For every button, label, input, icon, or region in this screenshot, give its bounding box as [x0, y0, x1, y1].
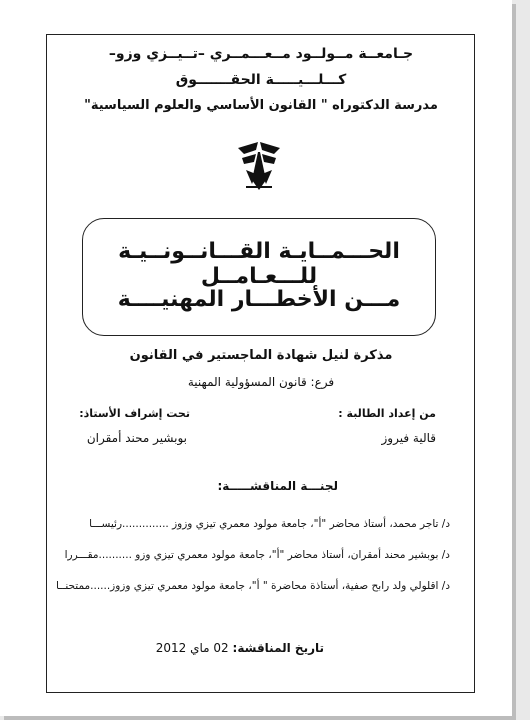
student-label: من إعداد الطالبة : [338, 407, 436, 420]
defense-date [156, 641, 324, 655]
thesis-title-line-2: مـــن الأخطـــار المهنيــــة [117, 287, 401, 312]
supervisor-label: تحت إشراف الأستاذ: [79, 407, 190, 420]
university-name: جـامعــة مــولــود مــعـــمــري –تــيــزي وزو– [108, 46, 414, 62]
university-logo-icon [236, 140, 282, 192]
committee-member: د/ تاجر محمد، أستاذ محاضر "أ"، جامعة مولود معمري تيزي وزوز ..............رئيســـا [89, 518, 450, 530]
committee-member: د/ بوبشير محند أمقران، أستاذ محاضر "أ"، جامعة مولود معمري تيزي وزو ..........مقـــررا [64, 549, 450, 561]
committee-member: د/ اقلولي ولد رابح صفية، أستاذة محاضرة " أ"، جامعة مولود معمري تيزي وزوز......ممتحنــا [55, 580, 450, 592]
thesis-title-line-1: الحـــمــايـة القـــانــونــيـة للـــعـامــل [118, 239, 400, 289]
student-name: قالية فيروز [381, 431, 436, 445]
thesis-subtitle: مذكرة لنيل شهادة الماجستير في القانون [129, 348, 393, 363]
supervisor-name: بوبشير محند أمقران [86, 431, 187, 445]
page-frame [46, 34, 475, 693]
thesis-branch: فرع: قانون المسؤولية المهنية [187, 375, 335, 389]
thesis-title-box [82, 218, 436, 336]
committee-heading: لجنـــة المناقشـــــة: [217, 479, 338, 493]
page-shadow-right [512, 4, 516, 716]
page-shadow-bottom [4, 716, 516, 720]
doctoral-school: مدرسة الدكتوراه " القانون الأساسي والعلوم السياسية" [84, 98, 438, 113]
defense-date-label: تاريخ المناقشة: [232, 641, 324, 655]
defense-date-value: 02 ماي 2012 [155, 641, 229, 655]
faculty-name: كـــلـــيـــــة الحقـــــــوق [175, 72, 347, 88]
